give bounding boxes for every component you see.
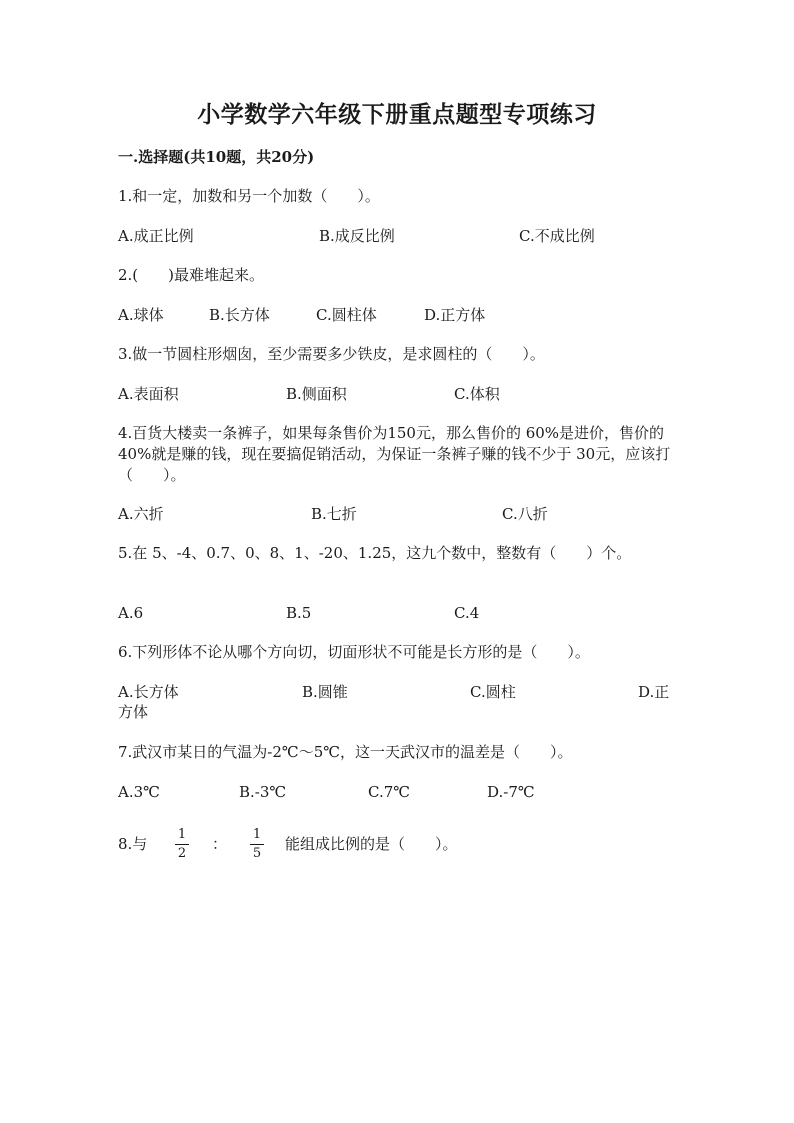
option-b[interactable]: B.成反比例 [319, 227, 395, 245]
option-c[interactable]: C.4 [454, 604, 480, 622]
question-3: 3.做一节圆柱形烟囱，至少需要多少铁皮，是求圆柱的（ ）。 [118, 345, 545, 363]
question-1-options [118, 226, 678, 247]
question-2-options [118, 305, 678, 326]
option-a[interactable]: A.六折 [118, 505, 164, 523]
ratio-colon: ： [212, 835, 228, 853]
question-6-options [118, 682, 678, 703]
option-c[interactable]: C.体积 [454, 385, 500, 403]
fraction-bar [175, 844, 189, 845]
page-title: 小学数学六年级下册重点题型专项练习 [197, 101, 597, 128]
option-b[interactable]: B.长方体 [209, 306, 270, 324]
question-8-suffix: 能组成比例的是（ ）。 [285, 835, 458, 853]
question-8-prefix: 8.与 [118, 835, 148, 853]
option-a[interactable]: A.球体 [118, 306, 164, 324]
option-c[interactable]: C.八折 [502, 505, 548, 523]
option-d-continued: 方体 [118, 703, 149, 721]
fraction-numerator: 1 [177, 827, 187, 842]
question-3-options [118, 384, 678, 405]
option-b[interactable]: B.侧面积 [286, 385, 347, 403]
option-a[interactable]: A.3℃ [118, 783, 160, 801]
question-6: 6.下列形体不论从哪个方向切，切面形状不可能是长方形的是（ ）。 [118, 643, 590, 661]
question-5-options [118, 603, 678, 624]
option-a[interactable]: A.成正比例 [118, 227, 194, 245]
option-d[interactable]: D.正方体 [424, 306, 486, 324]
section-heading: 一.选择题(共10题，共20分) [118, 148, 315, 166]
option-d[interactable]: D.正 [638, 683, 670, 701]
option-a[interactable]: A.长方体 [118, 683, 179, 701]
fraction-numerator: 1 [252, 827, 262, 842]
fraction-denominator: 5 [252, 846, 262, 861]
option-b[interactable]: B.-3℃ [239, 783, 287, 801]
fraction-bar [250, 844, 264, 845]
question-7: 7.武汉市某日的气温为-2℃～5℃，这一天武汉市的温差是（ ）。 [118, 743, 573, 761]
fraction-one-half [175, 827, 189, 862]
option-d[interactable]: D.-7℃ [487, 783, 535, 801]
option-c[interactable]: C.圆柱体 [316, 306, 377, 324]
option-b[interactable]: B.圆锥 [302, 683, 348, 701]
option-c[interactable]: C.7℃ [368, 783, 411, 801]
fraction-denominator: 2 [177, 846, 187, 861]
question-4-options [118, 504, 678, 525]
option-c[interactable]: C.不成比例 [519, 227, 595, 245]
option-a[interactable]: A.6 [118, 604, 144, 622]
question-2: 2.( )最难堆起来。 [118, 266, 265, 284]
question-1: 1.和一定，加数和另一个加数（ ）。 [118, 187, 380, 205]
option-b[interactable]: B.七折 [311, 505, 357, 523]
question-4: 4.百货大楼卖一条裤子，如果每条售价为150元，那么售价的 60%是进价，售价的 40%就是赚的钱，现在要搞促销活动，为保证一条裤子赚的钱不少于 30元，应该打（ ）。 [118, 424, 671, 484]
fraction-one-fifth [250, 827, 264, 862]
question-5: 5.在 5、-4、0.7、0、8、1、-20、1.25，这九个数中，整数有（ ）个。 [118, 544, 632, 562]
option-c[interactable]: C.圆柱 [470, 683, 516, 701]
option-a[interactable]: A.表面积 [118, 385, 179, 403]
option-b[interactable]: B.5 [286, 604, 312, 622]
question-7-options [118, 782, 678, 803]
